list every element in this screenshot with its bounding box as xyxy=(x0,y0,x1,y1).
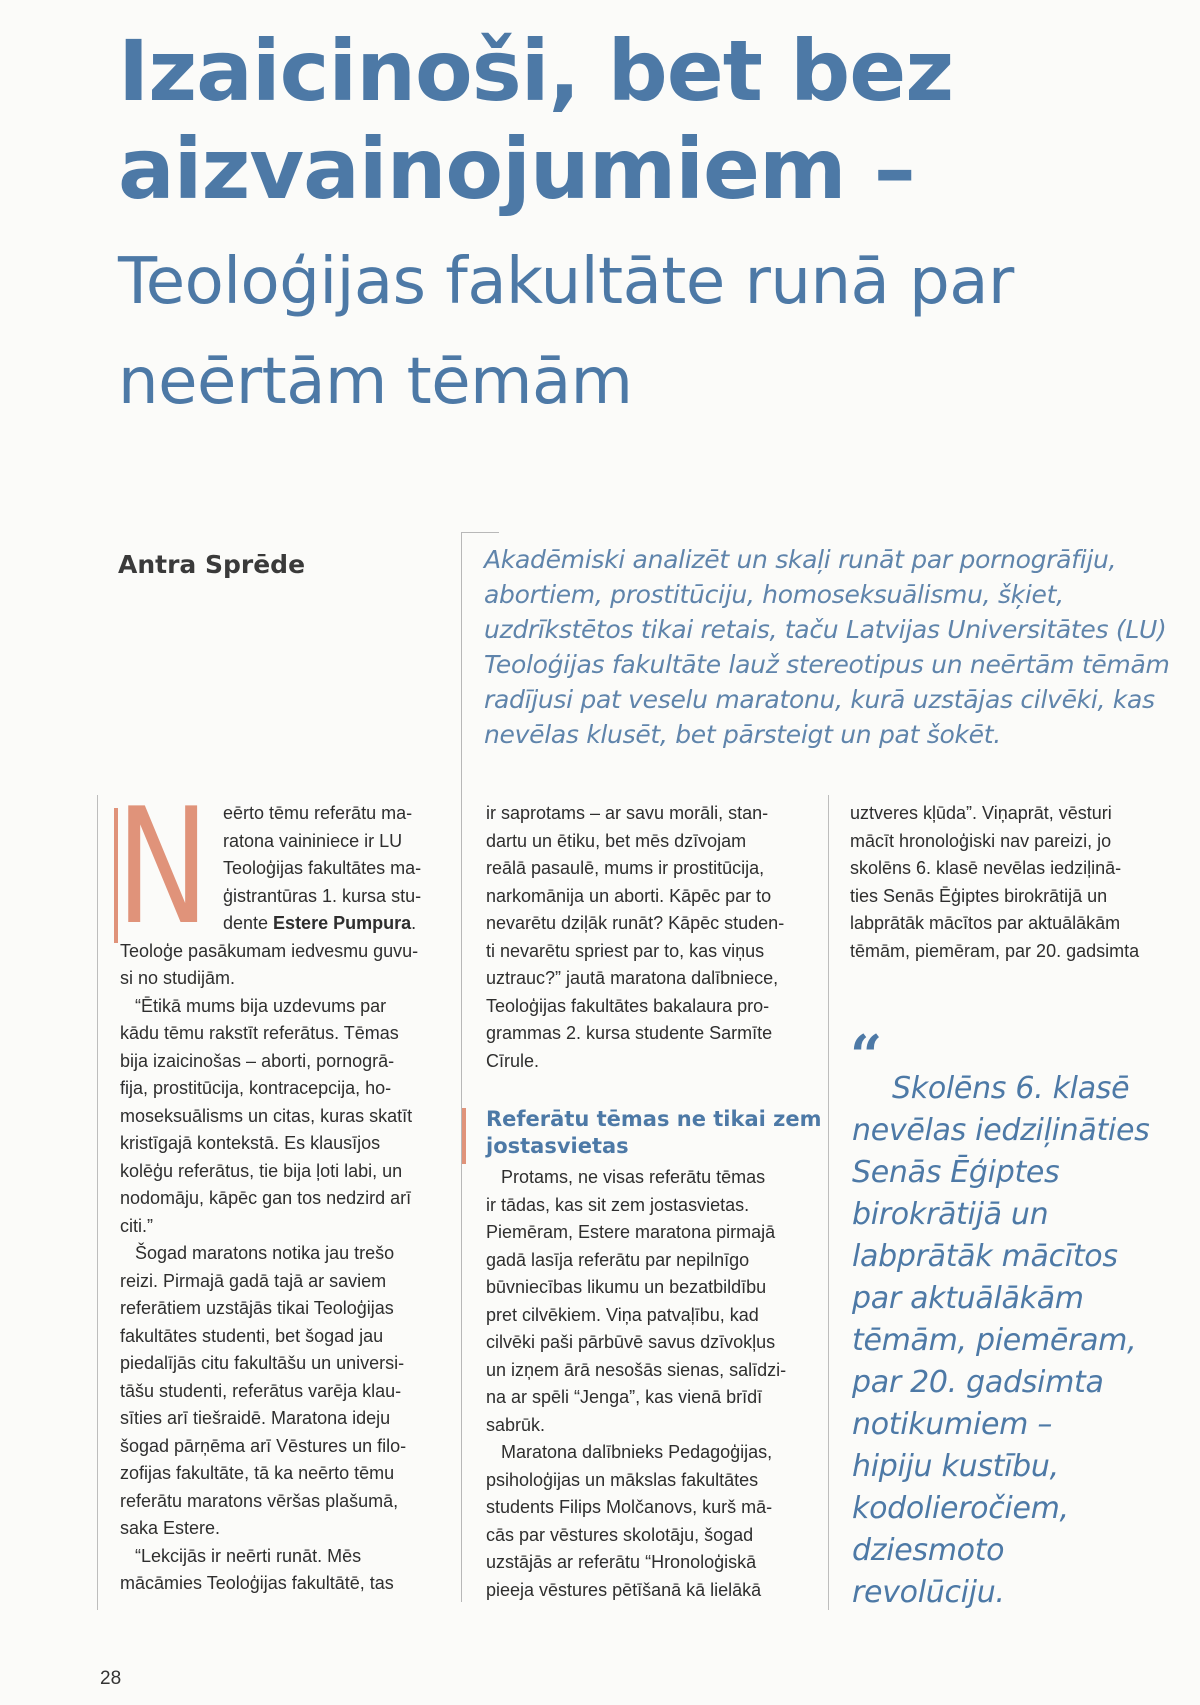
body-line: narkomānija un aborti. Kāpēc par to xyxy=(486,885,772,906)
pull-quote-line: par 20. gadsimta xyxy=(852,1365,1104,1400)
body-line: labprātāk mācītos par aktuālākām xyxy=(850,913,1121,933)
body-line: eērto tēmu referātu ma- xyxy=(223,803,413,823)
body-line: cilvēki paši pārbūvē savus dzīvokļus xyxy=(486,1332,776,1352)
pull-quote-line: labprātāk mācītos xyxy=(852,1239,1118,1274)
body-line: cās par vēstures skolotāju, šogad xyxy=(486,1524,754,1545)
body-line: mācīt hronoloģiski nav pareizi, jo xyxy=(850,830,1112,851)
body-line: uztveres kļūda”. Viņaprāt, vēsturi xyxy=(850,803,1112,823)
lead-divider-vertical xyxy=(461,532,462,1602)
article-subtitle-line: neērtām tēmām xyxy=(118,345,633,419)
body-line: fija, prostitūcija, kontracepcija, ho- xyxy=(120,1078,392,1098)
body-line: ratona vaininiece ir LU xyxy=(223,830,403,851)
body-line: bija izaicinošas – aborti, pornogrā- xyxy=(120,1050,395,1071)
page-number: 28 xyxy=(100,1668,122,1689)
column-divider xyxy=(97,795,98,1610)
pull-quote-line: par aktuālākām xyxy=(852,1281,1084,1316)
column-divider xyxy=(828,795,829,1610)
section-heading xyxy=(486,1106,822,1160)
body-line: “Ētikā mums bija uzdevums par xyxy=(120,995,387,1016)
body-line: referātu maratons vēršas plašumā, xyxy=(120,1490,399,1511)
body-line: students Filips Molčanovs, kurš mā- xyxy=(486,1497,773,1517)
dropcap-intro xyxy=(120,800,440,938)
body-line: citi.” xyxy=(120,1215,153,1236)
body-line: Teoloģijas fakultātes ma- xyxy=(223,858,422,878)
lead-divider-horizontal xyxy=(461,532,499,533)
body-line: ties Senās Ēģiptes birokrātijā un xyxy=(850,885,1108,906)
body-column-1 xyxy=(120,800,440,1598)
body-line: piedalījās citu fakultāšu un universi- xyxy=(120,1353,405,1373)
dropcap-letter: N xyxy=(116,773,210,960)
person-name-estere: Estere Pumpura xyxy=(273,913,412,933)
body-line: ti nevarētu spriest par to, kas viņus xyxy=(486,940,765,961)
lead-line: radījusi pat veselu maratonu, kurā uzstājas cilvēki, kas xyxy=(484,685,1155,714)
body-line: gadā lasīja referātu par nepilnīgo xyxy=(486,1249,750,1270)
body-line: pieeja vēstures pētīšanā kā lielākā xyxy=(486,1579,762,1600)
pull-quote xyxy=(852,1068,1182,1614)
body-line: un izņem ārā nesošās sienas, salīdzi- xyxy=(486,1359,787,1380)
article-title-line: Izaicinoši, bet bez xyxy=(118,22,954,120)
section-heading-line: jostasvietas xyxy=(486,1134,629,1158)
lead-line: Akadēmiski analizēt un skaļi runāt par pornogrāfiju, xyxy=(484,545,1117,574)
body-line: ir saprotams – ar savu morāli, stan- xyxy=(486,803,769,823)
body-line: reizi. Pirmajā gadā tajā ar saviem xyxy=(120,1270,387,1291)
body-text: dente xyxy=(223,913,274,933)
pull-quote-line: dziesmoto xyxy=(852,1533,1005,1568)
body-line: Teoloģijas fakultātes bakalaura pro- xyxy=(486,995,770,1016)
body-line: tāšu studenti, referātus varēja klau- xyxy=(120,1380,402,1401)
lead-paragraph xyxy=(484,542,1174,752)
body-line: nevarētu dziļāk runāt? Kāpēc studen- xyxy=(486,913,785,933)
lead-line: Teoloģijas fakultāte lauž stereotipus un neērtām tēmām xyxy=(484,650,1170,679)
body-line: uztrauc?” jautā maratona dalībniece, xyxy=(486,968,779,988)
body-line: nodomāju, kāpēc gan tos nedzird arī xyxy=(120,1188,412,1208)
body-line: skolēns 6. klasē nevēlas iedziļinā- xyxy=(850,858,1122,878)
body-line: grammas 2. kursa studente Sarmīte xyxy=(486,1023,773,1043)
body-line: “Lekcijās ir neērti runāt. Mēs xyxy=(120,1545,362,1566)
body-column-3 xyxy=(850,800,1180,965)
body-line: Maratona dalībnieks Pedagoģijas, xyxy=(486,1442,773,1462)
body-line: na ar spēli “Jenga”, kas vienā brīdī xyxy=(486,1387,763,1407)
pull-quote-line: Senās Ēģiptes xyxy=(852,1155,1060,1190)
body-line: tēmām, piemēram, par 20. gadsimta xyxy=(850,940,1140,961)
body-line: referātiem uzstājās tikai Teoloģijas xyxy=(120,1298,394,1318)
section-heading-line: Referātu tēmas ne tikai zem xyxy=(486,1107,822,1131)
article-title xyxy=(118,22,1118,218)
body-line: sabrūk. xyxy=(486,1414,546,1435)
body-line: Šogad maratons notika jau trešo xyxy=(120,1243,395,1263)
body-text: . xyxy=(411,913,417,933)
body-line: zofijas fakultāte, tā ka neērto tēmu xyxy=(120,1463,395,1483)
body-line: kādu tēmu rakstīt referātus. Tēmas xyxy=(120,1023,399,1043)
pull-quote-line: nevēlas iedziļināties xyxy=(852,1113,1150,1148)
pull-quote-line: revolūciju. xyxy=(852,1575,1005,1610)
body-line: reālā pasaulē, mums ir prostitūcija, xyxy=(486,858,765,878)
body-line: mācāmies Teoloģijas fakultātē, tas xyxy=(120,1573,394,1593)
author-byline: Antra Sprēde xyxy=(118,550,306,579)
body-line: Protams, ne visas referātu tēmas xyxy=(486,1167,766,1187)
pull-quote-line: Skolēns 6. klasē xyxy=(892,1071,1130,1106)
section-heading-accent-bar xyxy=(462,1108,466,1164)
pull-quote-line: kodolieročiem, xyxy=(852,1491,1069,1526)
body-line: kristīgajā kontekstā. Es klausījos xyxy=(120,1133,381,1153)
body-line: moseksuālisms un citas, kuras skatīt xyxy=(120,1105,413,1126)
body-line: Cīrule. xyxy=(486,1050,540,1071)
body-line: Teoloģe pasākumam iedvesmu guvu- xyxy=(120,940,419,961)
pull-quote-line: birokrātijā un xyxy=(852,1197,1049,1232)
body-column-2-bottom xyxy=(486,1164,816,1604)
article-subtitle-line: Teoloģijas fakultāte runā par xyxy=(118,245,1014,319)
pull-quote-mark: “ xyxy=(850,1023,883,1089)
article-title-line: aizvainojumiem – xyxy=(118,120,915,218)
pull-quote-line: tēmām, piemēram, xyxy=(852,1323,1137,1358)
body-line: Piemēram, Estere maratona pirmajā xyxy=(486,1222,776,1242)
article-subtitle xyxy=(118,232,1118,432)
body-line: psiholoģijas un mākslas fakultātes xyxy=(486,1469,759,1490)
body-line: ir tādas, kas sit zem jostasvietas. xyxy=(486,1194,750,1215)
lead-line: uzdrīkstētos tikai retais, taču Latvijas Universitātes (LU) xyxy=(484,615,1167,644)
body-line xyxy=(223,910,440,938)
body-line: ģistrantūras 1. kursa stu- xyxy=(223,885,422,906)
body-line: fakultātes studenti, bet šogad jau xyxy=(120,1325,384,1346)
body-line: pret cilvēkiem. Viņa patvaļību, kad xyxy=(486,1304,759,1325)
body-line: dartu un ētiku, bet mēs dzīvojam xyxy=(486,830,747,851)
body-line: kolēģu referātus, tie bija ļoti labi, un xyxy=(120,1160,403,1181)
body-line: si no studijām. xyxy=(120,968,236,988)
pull-quote-line: hipiju kustību, xyxy=(852,1449,1059,1484)
body-line: sīties arī tiešraidē. Maratona ideju xyxy=(120,1408,391,1428)
body-line: būvniecības likumu un bezatbildību xyxy=(486,1277,767,1297)
lead-line: nevēlas klusēt, bet pārsteigt un pat šokēt. xyxy=(484,720,1001,749)
pull-quote-line: notikumiem – xyxy=(852,1407,1053,1442)
lead-line: abortiem, prostitūciju, homoseksuālismu, šķiet, xyxy=(484,580,1064,609)
body-line: saka Estere. xyxy=(120,1518,221,1538)
body-column-2-top xyxy=(486,800,816,1075)
body-line: uzstājās ar referātu “Hronoloģiskā xyxy=(486,1552,757,1572)
body-line: šogad pārņēma arī Vēstures un filo- xyxy=(120,1435,407,1456)
